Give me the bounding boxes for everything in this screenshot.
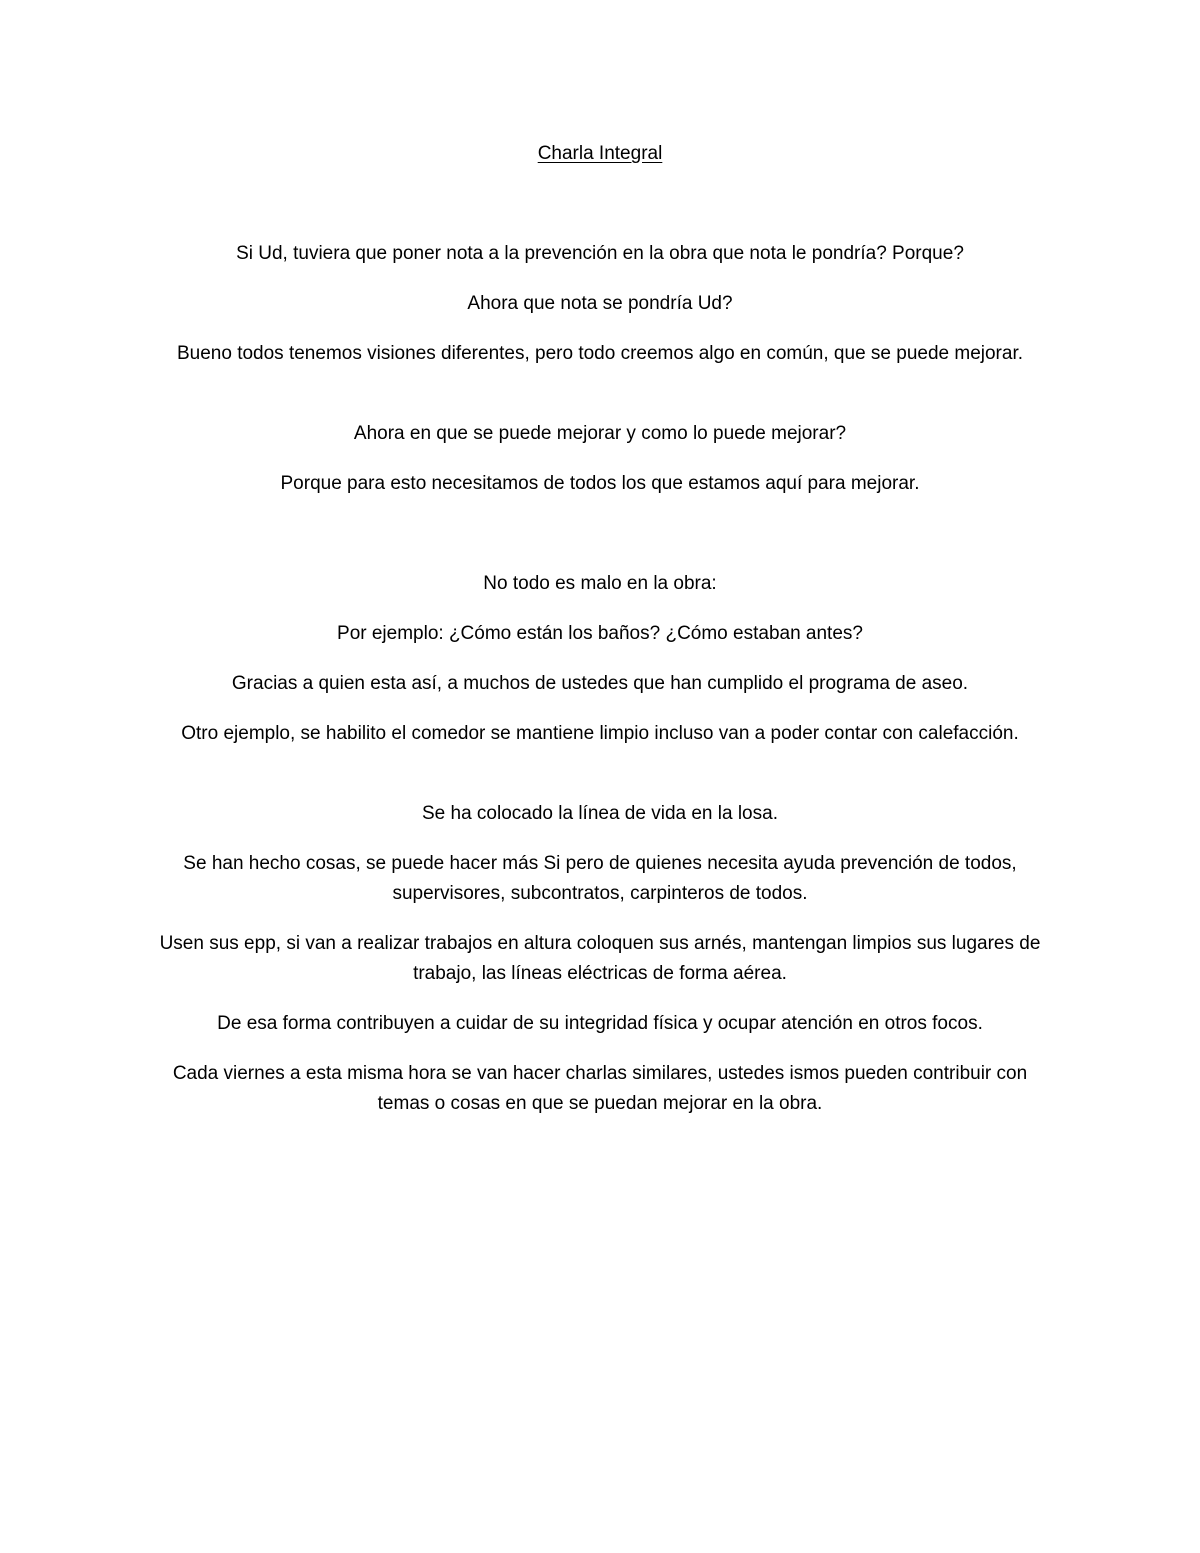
paragraph-use-ppe: Usen sus epp, si van a realizar trabajos en altura coloquen sus arnés, mantengan limpios sus lugares de trabajo, las líneas eléctricas de forma aérea. (159, 933, 1041, 984)
paragraph-self-grade: Ahora que nota se pondría Ud? (467, 293, 733, 314)
paragraph-lifeline: Se ha colocado la línea de vida en la losa. (422, 803, 778, 824)
paragraph-different-views: Bueno todos tenemos visiones diferentes, pero todo creemos algo en común, que se puede mejorar. (176, 343, 1024, 364)
paragraph-things-done: Se han hecho cosas, se puede hacer más Si pero de quienes necesita ayuda prevención de todos, supervisores, subcontratos, carpinteros de todos. (183, 853, 1017, 904)
paragraph-need-everyone: Porque para esto necesitamos de todos los que estamos aquí para mejorar. (280, 473, 920, 494)
paragraph-not-all-bad: No todo es malo en la obra: (483, 573, 717, 594)
paragraph-thanks-cleaning: Gracias a quien esta así, a muchos de ustedes que han cumplido el programa de aseo. (231, 673, 969, 694)
paragraph-weekly-talks: Cada viernes a esta misma hora se van hacer charlas similares, ustedes ismos pueden contribuir con temas o cosas en que se puedan mejorar en la obra. (172, 1063, 1028, 1114)
paragraph-how-improve: Ahora en que se puede mejorar y como lo puede mejorar? (353, 423, 847, 444)
paragraph-grade-question: Si Ud, tuviera que poner nota a la prevención en la obra que nota le pondría? Porque? (236, 243, 964, 264)
page-title-text: Charla Integral (537, 143, 663, 164)
paragraph-bathrooms-example: Por ejemplo: ¿Cómo están los baños? ¿Cómo estaban antes? (337, 623, 863, 644)
paragraph-contribute: De esa forma contribuyen a cuidar de su integridad física y ocupar atención en otros focos. (217, 1013, 983, 1034)
page-title (0, 139, 1200, 169)
paragraph-dining-room: Otro ejemplo, se habilito el comedor se mantiene limpio incluso van a poder contar con calefacción. (181, 723, 1019, 744)
